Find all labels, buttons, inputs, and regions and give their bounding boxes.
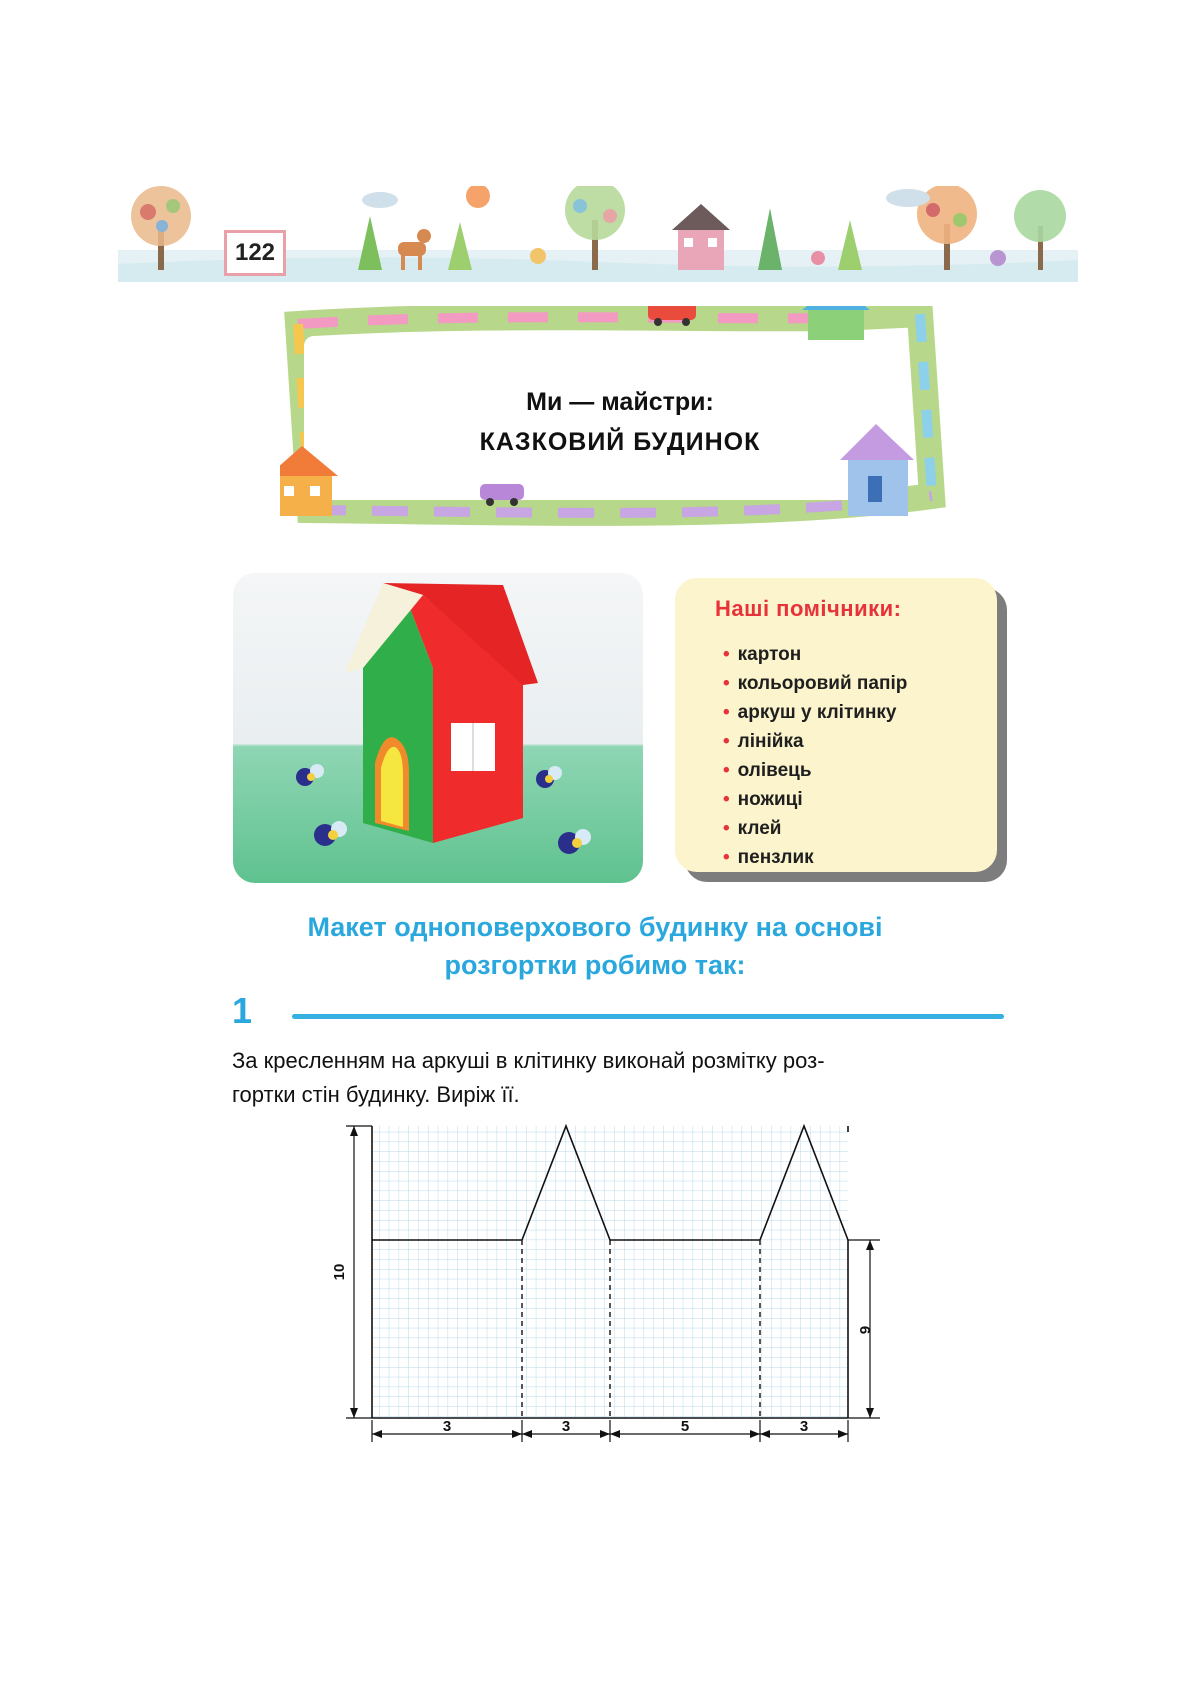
bullet-icon: • bbox=[723, 673, 730, 694]
subtitle-line-1: Макет одноповерхового будинку на основі bbox=[307, 912, 883, 942]
bullet-icon: • bbox=[723, 731, 730, 752]
cloud-icon bbox=[362, 192, 398, 208]
title-line-2: КАЗКОВИЙ БУДИНОК bbox=[479, 428, 761, 456]
sun-icon bbox=[466, 186, 490, 208]
helpers-card bbox=[675, 578, 997, 872]
list-item: • картон bbox=[723, 644, 802, 665]
list-item: • ножиці bbox=[723, 789, 803, 810]
bullet-icon: • bbox=[723, 644, 730, 665]
list-item: • олівець bbox=[723, 760, 812, 781]
helpers-title: Наші помічники: bbox=[715, 596, 902, 621]
helpers-box bbox=[675, 578, 1008, 883]
list-item: • клей bbox=[723, 818, 782, 839]
title-line-1: Ми — майстри: bbox=[526, 388, 714, 416]
cloud-icon bbox=[886, 189, 930, 207]
bullet-icon: • bbox=[723, 760, 730, 781]
paper-house-photo bbox=[233, 573, 643, 883]
list-item: • пензлик bbox=[723, 847, 814, 868]
bullet-icon: • bbox=[723, 702, 730, 723]
dimension-label-width: 3 bbox=[799, 1418, 809, 1435]
bullet-icon: • bbox=[723, 818, 730, 839]
bullet-icon: • bbox=[723, 847, 730, 868]
title-frame bbox=[280, 306, 960, 530]
unfolding-drawing bbox=[330, 1122, 890, 1452]
dimension-label-width: 5 bbox=[680, 1418, 690, 1435]
instruction-line-2: гортки стін будинку. Виріж її. bbox=[232, 1082, 520, 1107]
dimension-label-width: 3 bbox=[442, 1418, 452, 1435]
helpers-list bbox=[723, 640, 907, 872]
section-subtitle bbox=[220, 908, 970, 984]
list-item: • лінійка bbox=[723, 731, 804, 752]
list-item: • аркуш у клітинку bbox=[723, 702, 897, 723]
dimension-label-height-total: 10 bbox=[331, 1263, 348, 1281]
page-number: 122 bbox=[224, 230, 286, 276]
house-icon bbox=[802, 306, 870, 340]
dimension-label-height-wall: 6 bbox=[856, 1325, 873, 1335]
subtitle-line-2: розгортки робимо так: bbox=[444, 950, 746, 980]
house-icon bbox=[672, 204, 730, 270]
step-number: 1 bbox=[232, 990, 253, 1031]
list-item: • кольоровий папір bbox=[723, 673, 908, 694]
dimension-label-width: 3 bbox=[561, 1418, 571, 1435]
step-divider bbox=[292, 1014, 1004, 1019]
step-instruction bbox=[232, 1044, 1012, 1112]
bullet-icon: • bbox=[723, 789, 730, 810]
instruction-line-1: За кресленням на аркуші в клітинку виконай розмітку роз- bbox=[232, 1048, 825, 1073]
